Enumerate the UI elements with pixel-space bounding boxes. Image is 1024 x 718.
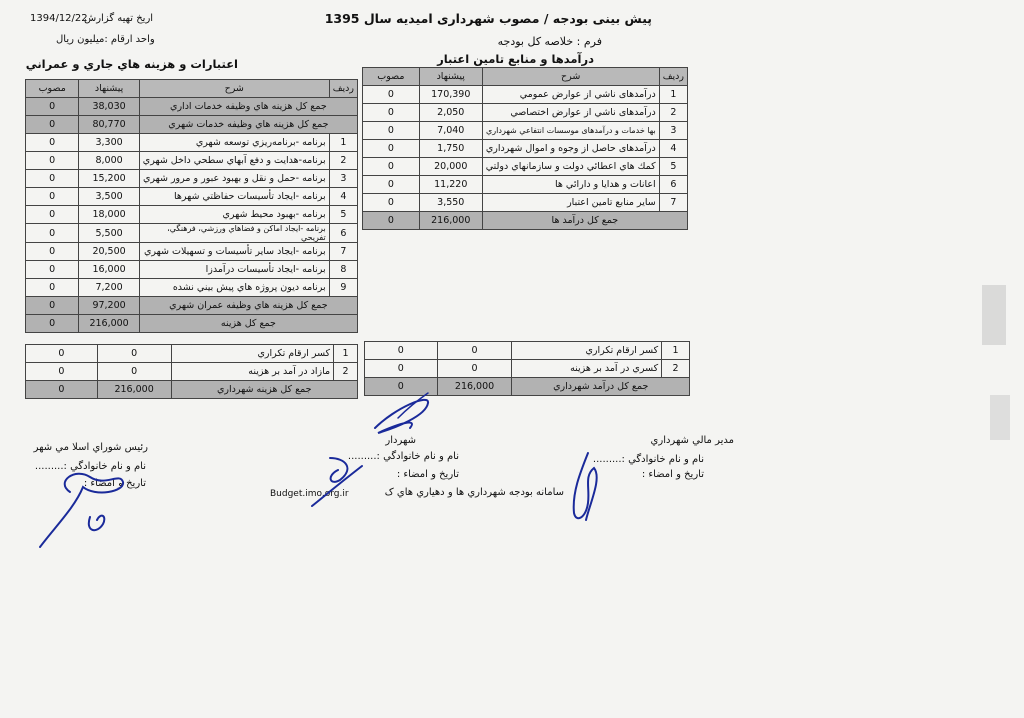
row-desc: برنامه -بهبود محیط شهري [139,206,329,224]
table-row [363,158,688,176]
row-number: 1 [329,134,357,152]
col-header-desc: شرح [139,80,329,98]
council-title: رئیس شوراي اسلا مي شهر [33,442,148,453]
subtotal-desc: جمع کل هزینه هاي وظیفه عمران شهري [139,297,357,315]
row-proposed: 5,500 [79,224,139,243]
row-number: 2 [662,360,690,378]
table-row [363,176,688,194]
revenue-table [362,67,688,230]
finance-name: نام و نام خانوادگي :......... [592,454,704,465]
row-approved: 0 [26,345,98,363]
subtotal-approved: 0 [26,297,79,315]
row-desc: کسر ارقام تکراري [512,342,662,360]
subtotal-row [26,98,358,116]
row-approved: 0 [26,243,79,261]
table-row [365,342,690,360]
scan-smudge [990,395,1010,440]
row-proposed: 0 [97,363,171,381]
row-desc: کسر ارقام تکراري [171,345,334,363]
col-header-approved: مصوب [363,68,420,86]
subtotal-row [26,297,358,315]
total-approved: 0 [363,212,420,230]
total-approved: 0 [26,381,98,399]
table-row [26,188,358,206]
footer-site: Budget.imo.org.ir [270,489,349,499]
row-approved: 0 [363,176,420,194]
revenue-section-title: درآمدها و منابع تامین اعتبار [437,52,594,66]
row-approved: 0 [26,134,79,152]
row-proposed: 15,200 [79,170,139,188]
row-number: 8 [329,261,357,279]
table-row [26,134,358,152]
row-proposed: 170,390 [419,86,482,104]
total-row [363,212,688,230]
total-proposed: 216,000 [97,381,171,399]
row-proposed: 3,300 [79,134,139,152]
table-row [363,104,688,122]
total-approved: 0 [26,315,79,333]
table-row [26,224,358,243]
subtotal-proposed: 38,030 [79,98,139,116]
mayor-date: تاریخ و امضاء : [396,469,459,480]
col-header-desc: شرح [482,68,659,86]
row-proposed: 20,000 [419,158,482,176]
row-approved: 0 [26,188,79,206]
row-desc: درآمدهای ناشي از عوارض اختصاصي [482,104,659,122]
subtotal-row [26,116,358,134]
row-proposed: 3,500 [79,188,139,206]
row-approved: 0 [363,194,420,212]
row-number: 3 [659,122,687,140]
row-desc: مازاد در آمد بر هزینه [171,363,334,381]
row-number: 4 [329,188,357,206]
row-proposed: 11,220 [419,176,482,194]
expense-section-title: اعتبارات و هزینه هاي جاري و عمراني [25,57,238,71]
unit-label: واحد ارقام :میلیون ریال [56,34,155,45]
row-proposed: 0 [97,345,171,363]
row-number: 4 [659,140,687,158]
row-approved: 0 [363,158,420,176]
row-number: 7 [329,243,357,261]
col-header-proposed: پیشنهاد [419,68,482,86]
row-number: 6 [329,224,357,243]
row-approved: 0 [26,279,79,297]
total-desc: جمع کل هزینه شهرداري [171,381,357,399]
row-proposed: 7,200 [79,279,139,297]
row-approved: 0 [363,122,420,140]
subtotal-proposed: 97,200 [79,297,139,315]
row-proposed: 1,750 [419,140,482,158]
row-approved: 0 [26,261,79,279]
form-label: فرم : خلاصه کل بودجه [497,35,602,48]
total-row [26,315,358,333]
row-proposed: 20,500 [79,243,139,261]
row-approved: 0 [26,170,79,188]
row-approved: 0 [363,86,420,104]
table-row [26,152,358,170]
row-approved: 0 [365,360,438,378]
finance-signature-icon [560,448,620,528]
row-proposed: 7,040 [419,122,482,140]
subtotal-approved: 0 [26,116,79,134]
subtotal-desc: جمع کل هزینه هاي وظیفه خدمات شهري [139,116,357,134]
total-desc: جمع کل درآمد ها [482,212,687,230]
row-approved: 0 [26,152,79,170]
table-row [26,206,358,224]
row-proposed: 0 [437,342,512,360]
col-header-approved: مصوب [26,80,79,98]
mayor-name: نام و نام خانوادگي :......... [347,451,459,462]
row-number: 2 [334,363,358,381]
table-row [363,140,688,158]
total-desc: جمع کل هزینه [139,315,357,333]
row-proposed: 2,050 [419,104,482,122]
row-number: 1 [659,86,687,104]
row-approved: 0 [26,206,79,224]
row-desc: برنامه -ایجاد تأسیسات حفاظتي شهرها [139,188,329,206]
row-desc: کسري در آمد بر هزینه [512,360,662,378]
total-approved: 0 [365,378,438,396]
col-header-row: ردیف [659,68,687,86]
subtotal-desc: جمع کل هزینه هاي وظیفه خدمات اداري [139,98,357,116]
row-desc: برنامه -حمل و نقل و بهبود عبور و مرور شهري [139,170,329,188]
row-desc: اعانات و هدایا و دارائي ها [482,176,659,194]
row-desc: برنامه -ایجاد سایر تأسیسات و تسهیلات شهري [139,243,329,261]
table-row [26,243,358,261]
row-number: 2 [659,104,687,122]
subtotal-approved: 0 [26,98,79,116]
report-date: 1394/12/22 [30,13,88,24]
council-date: تاریخ و امضاء : [83,478,146,489]
row-number: 1 [334,345,358,363]
row-desc: برنامه -ایجاد اماکن و فضاهاي ورزشي، فرهنگي، تفریحي [139,224,329,243]
row-number: 1 [662,342,690,360]
row-proposed: 3,550 [419,194,482,212]
expense-table [25,79,358,333]
row-number: 5 [329,206,357,224]
row-desc: درآمدهای حاصل از وجوه و اموال شهرداري [482,140,659,158]
table-row [26,363,358,381]
page-title: پیش بینی بودجه / مصوب شهرداری امیدیه سال 1395 [324,11,652,26]
council-signature-icon [35,462,135,552]
row-approved: 0 [26,363,98,381]
table-row [365,360,690,378]
total-proposed: 216,000 [419,212,482,230]
col-header-row: ردیف [329,80,357,98]
total-proposed: 216,000 [79,315,139,333]
council-name: نام و نام خانوادگي :......... [34,461,146,472]
finance-date: تاریخ و امضاء : [641,469,704,480]
small-mark-icon [393,388,433,428]
row-desc: کمك هاي اعطائي دولت و سازمانهاي دولتي [482,158,659,176]
row-desc: برنامه-هدایت و دفع آبهاي سطحي داخل شهري [139,152,329,170]
total-proposed: 216,000 [437,378,512,396]
row-approved: 0 [26,224,79,243]
report-date-label: اریخ تهیه گزارش [84,13,154,24]
table-row [26,261,358,279]
row-proposed: 16,000 [79,261,139,279]
row-desc: برنامه -ایجاد تأسیسات درآمدزا [139,261,329,279]
row-approved: 0 [363,104,420,122]
col-header-proposed: پیشنهاد [79,80,139,98]
table-row [26,345,358,363]
row-desc: برنامه دیون پروژه هاي پیش بیني نشده [139,279,329,297]
row-proposed: 8,000 [79,152,139,170]
row-number: 7 [659,194,687,212]
scan-smudge [982,285,1006,345]
row-proposed: 0 [437,360,512,378]
row-number: 6 [659,176,687,194]
finance-title: مدیر مالي شهرداري [650,435,734,446]
row-desc: درآمدهای ناشي از عوارض عمومي [482,86,659,104]
row-desc: برنامه -برنامه‌ریزي توسعه شهري [139,134,329,152]
footer-system-name: سامانه بودجه شهرداري ها و دهیاري هاي ک [384,487,564,498]
mayor-title: شهردار [385,435,416,446]
table-row [363,86,688,104]
subtotal-proposed: 80,770 [79,116,139,134]
row-desc: سایر منابع تامین اعتبار [482,194,659,212]
row-proposed: 18,000 [79,206,139,224]
row-number: 2 [329,152,357,170]
total-desc: جمع کل درآمد شهرداري [512,378,690,396]
table-row [26,170,358,188]
row-desc: بها خدمات و درآمدهای موسسات انتفاعي شهرداري [482,122,659,140]
row-approved: 0 [363,140,420,158]
row-approved: 0 [365,342,438,360]
table-row [363,194,688,212]
row-number: 9 [329,279,357,297]
table-row [26,279,358,297]
row-number: 3 [329,170,357,188]
table-row [363,122,688,140]
row-number: 5 [659,158,687,176]
